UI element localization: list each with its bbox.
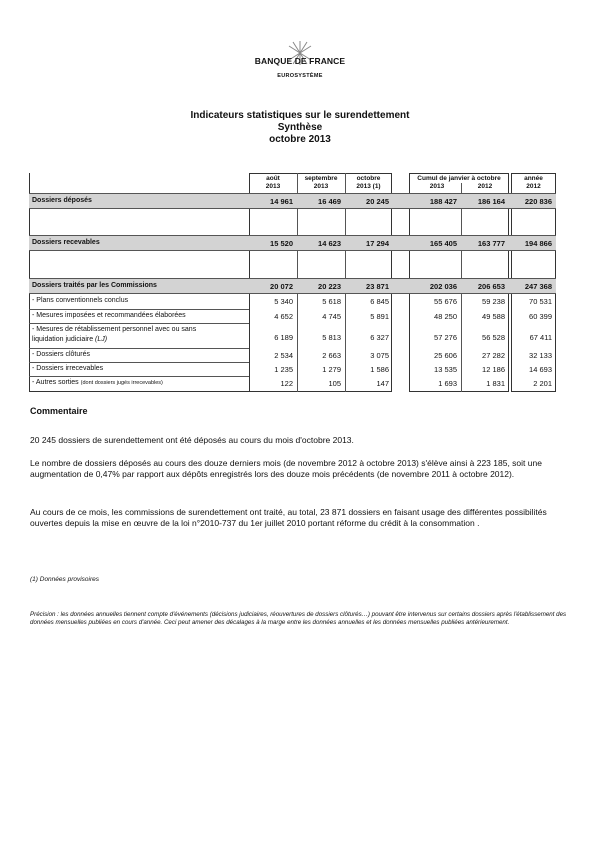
logo-subtitle: EUROSYSTÈME [277,73,323,79]
cell: 16 469 [318,197,341,206]
cell: 5 340 [274,297,293,306]
commentary-paragraph-3: Au cours de ce mois, les commissions de surendettement ont traité, au total, 23 871 dossiers en faisant usage des différentes possibilités ouvertes depuis la mise en œuvre de la loi n°2010-737 du 1er juillet 2010 portant réforme du crédit à la consommation . [30,507,547,528]
footnote: (1) Données provisoires [30,576,100,583]
cell: 20 223 [318,282,341,291]
cell: 220 836 [524,197,552,206]
cell: 6 189 [274,333,293,342]
col-header-octobre: octobre 2013 (1) [356,175,381,190]
cell: 20 245 [366,197,389,206]
cell: 122 [280,379,293,388]
col-header-septembre: septembre 2013 [304,175,338,190]
cell: 12 186 [482,365,505,374]
cell: 6 327 [370,333,389,342]
row-label-mesures-imposees: - Mesures imposées et recommandées élaborées [32,312,186,319]
cell: 59 238 [482,297,505,306]
col-header-cumul-2012: 2012 [477,182,493,190]
cell: 14 693 [529,365,552,374]
cell: 5 813 [322,333,341,342]
cell: 60 399 [529,312,552,321]
document-subtitle: Synthèse [277,122,323,133]
cell: 194 866 [524,239,552,248]
row-label-retablissement: - Mesures de rétablissement personnel avec ou sans [32,326,197,333]
col-header-cumul-2013: 2013 [429,182,445,190]
cell: 4 745 [322,312,341,321]
cell: 13 535 [434,365,457,374]
cell: 5 891 [370,312,389,321]
cell: 2 663 [322,351,341,360]
col-header-cumul: Cumul de janvier à octobre [417,175,501,182]
cell: 3 075 [370,351,389,360]
cell: 17 294 [366,239,389,248]
cell: 25 606 [434,351,457,360]
cell: 6 845 [370,297,389,306]
col-header-aout: août 2013 [265,175,281,190]
cell: 206 653 [477,282,505,291]
cell: 1 693 [438,379,457,388]
cell: 48 250 [434,312,457,321]
precision-note: Précision : les données annuelles tiennent compte d'événements (décisions judiciaires, réouvertures de dossiers clôturés…) pouvant être intervenus sur certains dossiers après l'établissement des données mensuelles publiées en cours d'année. Ceci peut amener des décalages à la marge entre les données annuelles et les données mensuelles publiées antérieurement. [30,611,567,626]
row-label-retablissement-2: liquidation judiciaire (LJ) [32,336,108,343]
cell: 105 [328,379,341,388]
cell: 55 676 [434,297,457,306]
cell: 70 531 [529,297,552,306]
row-label-autres-sorties: - Autres sorties (dont dossiers jugés irrecevables) [32,379,163,386]
cell: 14 623 [318,239,341,248]
row-label-recevables: Dossiers recevables [32,239,100,246]
cell: 23 871 [366,282,389,291]
cell: 2 534 [274,351,293,360]
cell: 57 276 [434,333,457,342]
commentary-paragraph-2: Le nombre de dossiers déposés au cours des douze derniers mois (de novembre 2012 à octobre 2013) s'élève ainsi à 223 185, soit une augmentation de 0,47% par rapport aux dépôts enregistrés lors des douze mois précédents (de novembre 2011 à octobre 2012). [30,458,542,479]
commentary-paragraph-1: 20 245 dossiers de surendettement ont été déposés au cours du mois d'octobre 2013. [30,435,354,445]
cell: 165 405 [429,239,457,248]
cell: 147 [376,379,389,388]
cell: 186 164 [477,197,505,206]
cell: 5 618 [322,297,341,306]
cell: 56 528 [482,333,505,342]
cell: 49 588 [482,312,505,321]
cell: 67 411 [529,333,552,342]
row-label-traites: Dossiers traités par les Commissions [32,282,157,289]
cell: 1 831 [486,379,505,388]
cell: 1 586 [370,365,389,374]
row-label-deposes: Dossiers déposés [32,197,92,204]
cell: 247 368 [524,282,552,291]
statistics-table [29,173,552,392]
cell: 1 279 [322,365,341,374]
row-label-irrecevables: - Dossiers irrecevables [32,365,104,372]
document-title: Indicateurs statistiques sur le surendettement [190,110,410,121]
cell: 14 961 [270,197,293,206]
cell: 4 652 [274,312,293,321]
cell: 20 072 [270,282,293,291]
col-header-annee: année 2012 [524,175,543,190]
cell: 32 133 [529,351,552,360]
commentary-title: Commentaire [30,406,88,416]
cell: 202 036 [429,282,457,291]
cell: 188 427 [429,197,457,206]
cell: 2 201 [533,379,552,388]
document-period: octobre 2013 [269,134,331,145]
cell: 163 777 [477,239,505,248]
logo-name: BANQUE DE FRANCE [254,56,346,66]
row-label-clotures: - Dossiers clôturés [32,351,90,358]
cell: 15 520 [270,239,293,248]
row-label-plans: - Plans conventionnels conclus [32,297,129,304]
cell: 1 235 [274,365,293,374]
cell: 27 282 [482,351,505,360]
